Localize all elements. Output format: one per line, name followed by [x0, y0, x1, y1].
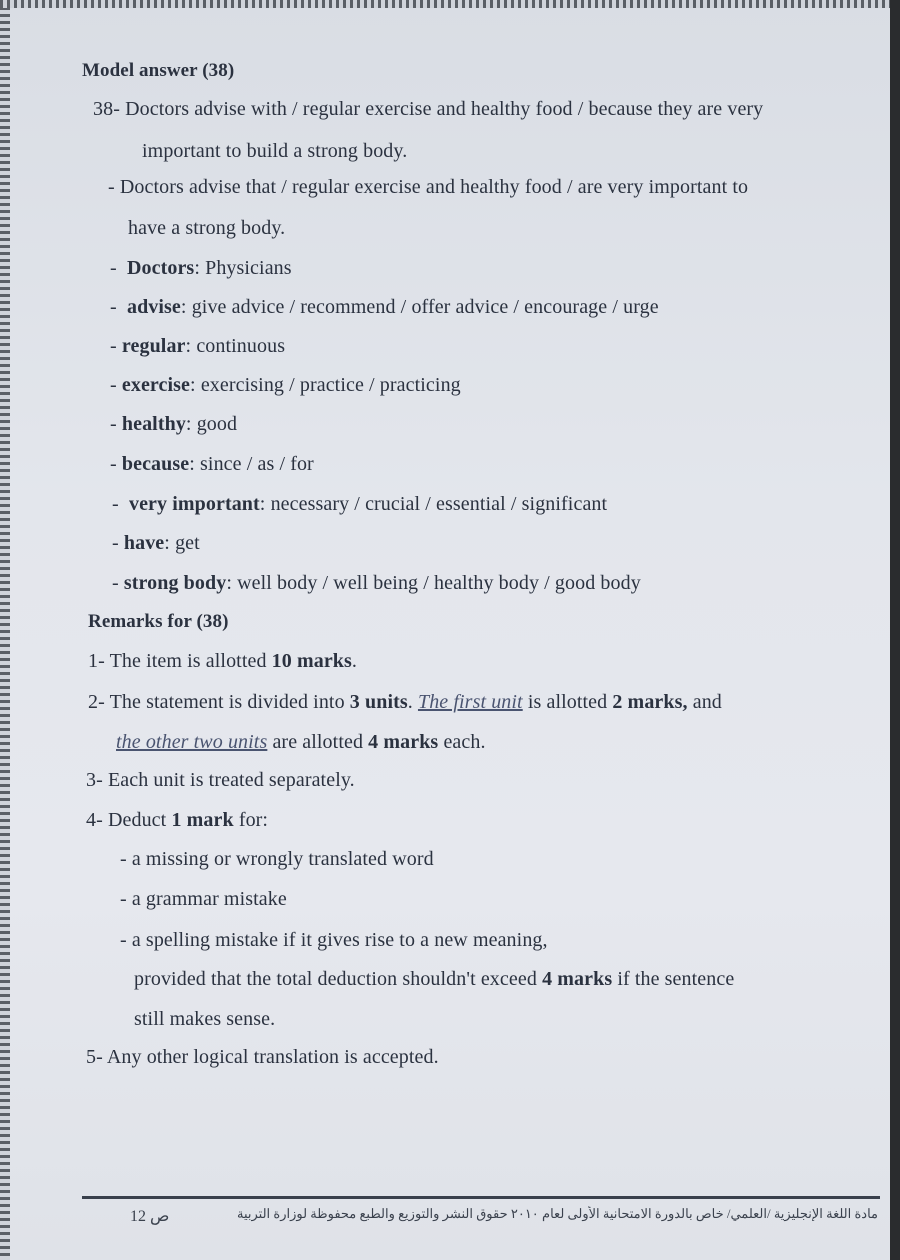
footer-publisher: مادة اللغة الإنجليزية /العلمي/ خاص بالدورة الامتحانية الأولى لعام ٢٠١٠ حقوق النشر والتوزيع والطبع محفوظة لوزارة التربية	[236, 1206, 878, 1221]
separator: :	[190, 374, 196, 396]
separator: :	[185, 335, 192, 357]
remark-4-item: - a grammar mistake	[120, 888, 287, 910]
remark-4-end: for:	[238, 809, 269, 831]
glossary-term: advise	[126, 296, 181, 318]
answer-2-text-1: Doctors advise that / regular exercise and healthy food / are very important to	[119, 176, 749, 198]
remark-2-and: and	[692, 691, 722, 713]
glossary-item	[110, 257, 292, 280]
remark-2-line-2	[116, 731, 486, 754]
separator: :	[185, 413, 192, 435]
perforated-edge-top	[0, 0, 890, 8]
bullet-dash: -	[112, 493, 119, 515]
remark-4-item: - a spelling mistake if it gives rise to a new meaning,	[120, 929, 548, 951]
remark-2-marks-each: 4 marks	[368, 731, 439, 753]
section-heading: Model answer (38)	[82, 60, 235, 81]
separator: :	[164, 532, 170, 554]
glossary-term: strong body	[123, 572, 227, 594]
glossary-meaning: since / as / for	[200, 453, 314, 475]
glossary-item	[110, 335, 285, 358]
remark-1-marks: 10 marks	[271, 650, 352, 672]
separator: :	[189, 453, 195, 475]
glossary-meaning: get	[175, 532, 200, 554]
remark-1-end: .	[351, 650, 358, 672]
remark-2-other-units: the other two units	[116, 731, 268, 753]
glossary-term: exercise	[121, 374, 191, 396]
glossary-term: healthy	[121, 413, 186, 435]
remark-4-proviso-marks: 4 marks	[542, 968, 613, 990]
glossary-item	[110, 296, 659, 319]
remark-2-mid: is allotted	[527, 691, 608, 713]
glossary-meaning: continuous	[196, 335, 286, 357]
answer-1-line-2: important to build a strong body.	[142, 140, 408, 162]
remark-3: 3- Each unit is treated separately.	[86, 769, 355, 791]
remark-4-proviso-line-2: still makes sense.	[134, 1008, 276, 1030]
bullet-dash: -	[112, 532, 119, 554]
answer-2-line-2: have a strong body.	[128, 217, 286, 239]
glossary-meaning: necessary / crucial / essential / significant	[270, 493, 608, 515]
remark-5: 5- Any other logical translation is accepted.	[86, 1046, 439, 1068]
glossary-term: because	[121, 453, 190, 475]
perforated-edge-left	[0, 0, 10, 1260]
remark-4-text: 4- Deduct	[86, 809, 167, 831]
remark-2-units: 3 units	[349, 691, 408, 713]
glossary-term: have	[123, 532, 165, 554]
remark-2-dot: .	[407, 691, 413, 713]
glossary-meaning: good	[196, 413, 238, 435]
remark-2-end: each.	[443, 731, 486, 753]
glossary-term: regular	[121, 335, 186, 357]
footer-rule	[82, 1196, 880, 1199]
separator: :	[180, 296, 187, 318]
bullet-dash: -	[110, 296, 117, 318]
remark-4-proviso-text: provided that the total deduction shouldn't exceed	[134, 968, 537, 990]
answer-2-dash: -	[108, 176, 115, 198]
answer-1-line-1	[93, 98, 763, 121]
remark-4-item: - a missing or wrongly translated word	[120, 848, 434, 870]
bullet-dash: -	[110, 413, 117, 435]
remark-2-mid-2: are allotted	[272, 731, 364, 753]
separator: :	[259, 493, 266, 515]
glossary-meaning: well body / well being / healthy body / good body	[237, 572, 641, 594]
remark-1-text: 1- The item is allotted	[88, 650, 267, 672]
question-number: 38-	[93, 98, 120, 120]
remark-2-first-unit: The first unit	[417, 691, 523, 713]
remark-4-mark: 1 mark	[171, 809, 234, 831]
glossary-item	[110, 413, 237, 436]
glossary-item	[112, 493, 607, 516]
remarks-heading: Remarks for (38)	[88, 611, 229, 632]
remark-2-text: 2- The statement is divided into	[88, 691, 345, 713]
remark-4	[86, 809, 268, 832]
answer-2-line-1	[108, 176, 748, 199]
glossary-item	[110, 453, 314, 476]
glossary-term: very important	[128, 493, 260, 515]
bullet-dash: -	[110, 257, 117, 279]
bullet-dash: -	[110, 453, 117, 475]
page-number: ص 12	[130, 1208, 170, 1225]
glossary-meaning: Physicians	[205, 257, 292, 279]
separator: :	[194, 257, 200, 279]
remark-4-proviso-end: if the sentence	[617, 968, 735, 990]
glossary-meaning: exercising / practice / practicing	[200, 374, 461, 396]
glossary-meaning: give advice / recommend / offer advice / encourage / urge	[191, 296, 659, 318]
remark-2-line-1	[88, 691, 722, 714]
separator: :	[226, 572, 232, 594]
glossary-item	[110, 374, 461, 397]
glossary-term: Doctors	[126, 257, 195, 279]
glossary-item	[112, 572, 641, 595]
bullet-dash: -	[110, 335, 117, 357]
remark-1	[88, 650, 357, 673]
bullet-dash: -	[110, 374, 117, 396]
remark-4-proviso	[134, 968, 734, 991]
glossary-item	[112, 532, 200, 555]
remark-2-marks: 2 marks,	[612, 691, 688, 713]
answer-1-text-1: Doctors advise with / regular exercise and healthy food / because they are very	[125, 98, 764, 120]
bullet-dash: -	[112, 572, 119, 594]
